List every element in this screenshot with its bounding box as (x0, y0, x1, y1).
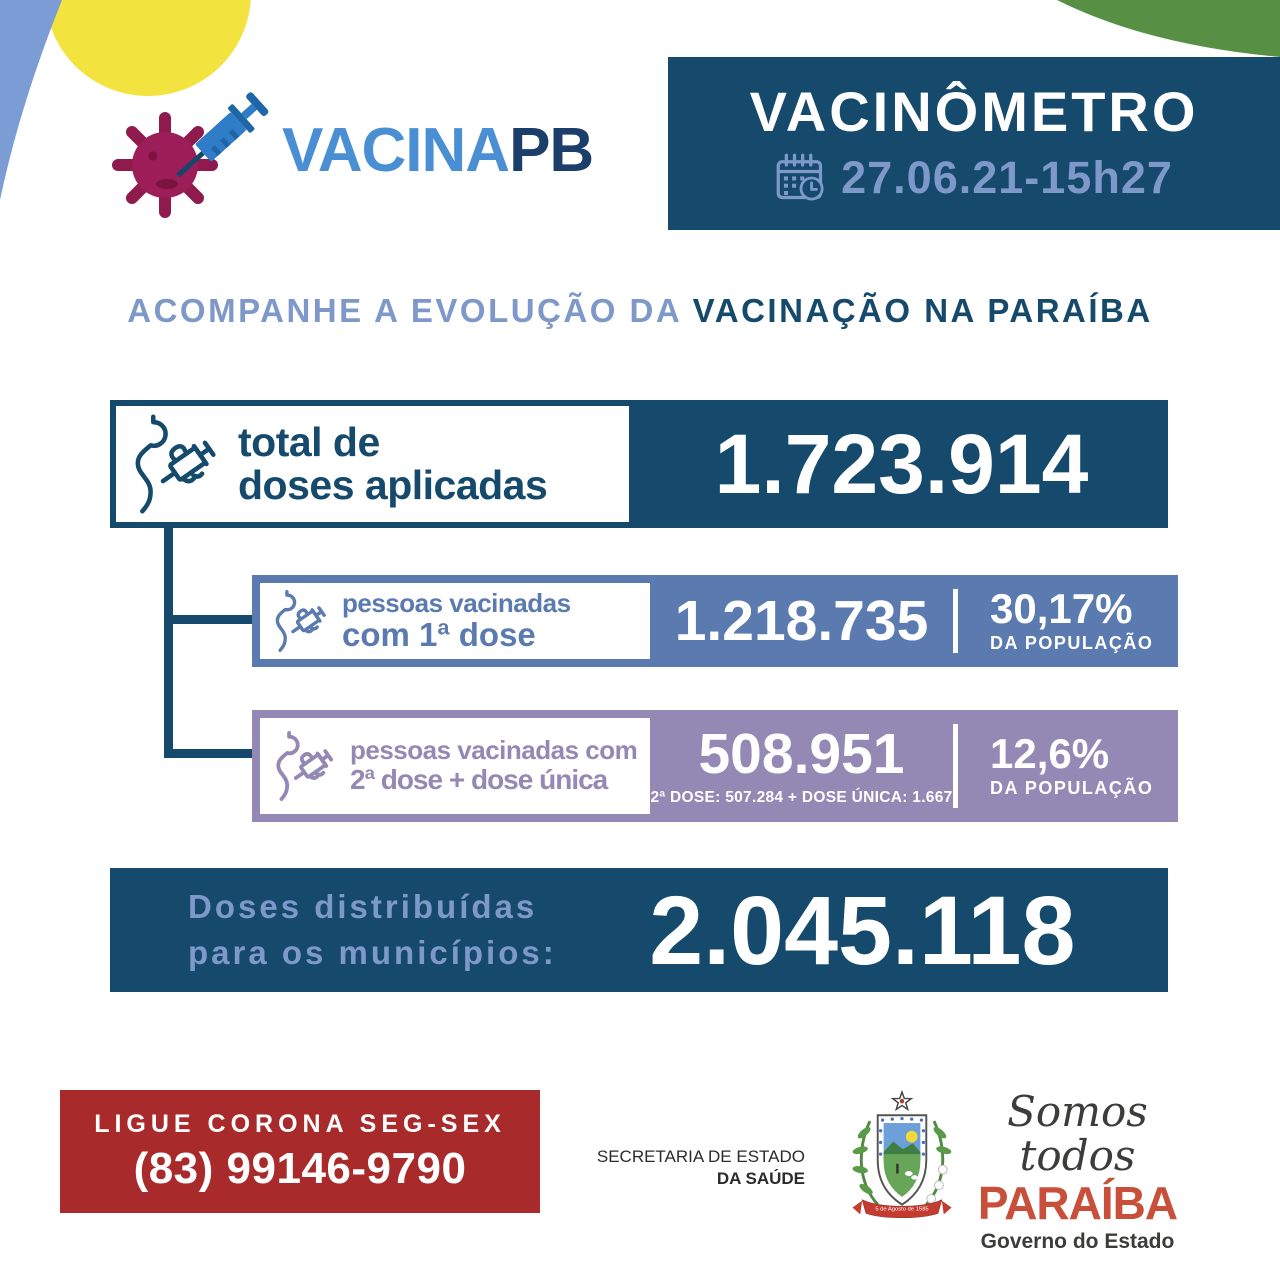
distributed-label-line2: para os municípios: (188, 934, 557, 971)
logo-pb: PB (509, 116, 594, 185)
first-dose-percent: 30,17% (990, 585, 1133, 632)
second-dose-value: 508.951 (698, 721, 905, 786)
second-dose-percent-label: DA POPULAÇÃO (990, 778, 1154, 798)
hotline-box (60, 1090, 540, 1213)
total-doses-label-line2: doses aplicadas (238, 462, 548, 508)
hotline-label: LIGUE CORONA SEG-SEX (94, 1109, 506, 1138)
subtitle-light: ACOMPANHE A EVOLUÇÃO DA (127, 292, 693, 329)
first-dose-label-line1: pessoas vacinadas (342, 587, 571, 618)
secretaria-line1: SECRETARIA DE ESTADO (596, 1147, 805, 1166)
app-logo (282, 116, 594, 185)
logo-vacina: VACINA (282, 116, 510, 185)
green-corner-decoration (1057, 0, 1280, 57)
total-doses-box (110, 400, 1168, 528)
first-dose-percent-block (958, 585, 1170, 654)
first-dose-label-line2: com 1ª dose (342, 616, 536, 654)
injection-arm-icon (270, 588, 332, 654)
secretaria-block (580, 1146, 805, 1190)
distributed-doses-box (110, 868, 1168, 992)
vacinometro-header (668, 57, 1280, 230)
connector-branch-2 (164, 749, 256, 758)
first-dose-label (342, 589, 571, 654)
distributed-label-line1: Doses distribuídas (188, 887, 538, 925)
second-dose-label (350, 736, 637, 795)
first-dose-label-panel (260, 583, 650, 659)
secretaria-line2: DA SAÚDE (716, 1169, 805, 1189)
first-dose-value: 1.218.735 (674, 588, 929, 653)
total-doses-label-panel (110, 400, 635, 528)
distributed-doses-label (110, 884, 557, 976)
gov-subtitle: Governo do Estado (980, 1229, 1175, 1253)
total-doses-label-line1: total de (238, 418, 380, 465)
connector-vertical (164, 526, 173, 758)
paraiba-coat-of-arms (838, 1090, 966, 1226)
subtitle (0, 292, 1280, 330)
second-dose-label-line2: 2ª dose + dose única (350, 763, 608, 795)
first-dose-percent-label: DA POPULAÇÃO (990, 633, 1154, 653)
page-title: VACINÔMETRO (749, 79, 1199, 143)
second-dose-label-line1: pessoas vacinadas com (350, 735, 638, 766)
injection-arm-icon (270, 727, 340, 805)
total-doses-value-panel (635, 400, 1168, 528)
subtitle-dark: VACINAÇÃO NA PARAÍBA (692, 292, 1153, 329)
first-dose-box (252, 575, 1178, 667)
second-dose-label-panel (260, 718, 650, 814)
gov-script-line: Somos todos (1007, 1087, 1148, 1181)
calendar-clock-icon (775, 152, 827, 204)
hotline-phone: (83) 99146-9790 (133, 1143, 467, 1193)
injection-arm-icon (126, 412, 226, 516)
second-dose-box (252, 710, 1178, 822)
distributed-doses-value: 2.045.118 (649, 875, 1076, 985)
blue-wedge-decoration (0, 0, 70, 205)
total-doses-label (238, 418, 548, 508)
report-datetime: 27.06.21-15h27 (841, 152, 1173, 203)
government-brand (975, 1087, 1180, 1254)
second-dose-percent: 12,6% (990, 730, 1110, 777)
total-doses-value: 1.723.914 (714, 416, 1089, 511)
coat-ribbon-text: 5 de Agosto de 1585 (875, 1206, 929, 1213)
connector-branch-1 (164, 615, 256, 624)
virus-syringe-icon (95, 60, 275, 235)
second-dose-breakdown: 2ª DOSE: 507.284 + DOSE ÚNICA: 1.667 (650, 788, 953, 806)
second-dose-percent-block (958, 730, 1170, 799)
gov-state-name: PARAÍBA (977, 1177, 1178, 1230)
